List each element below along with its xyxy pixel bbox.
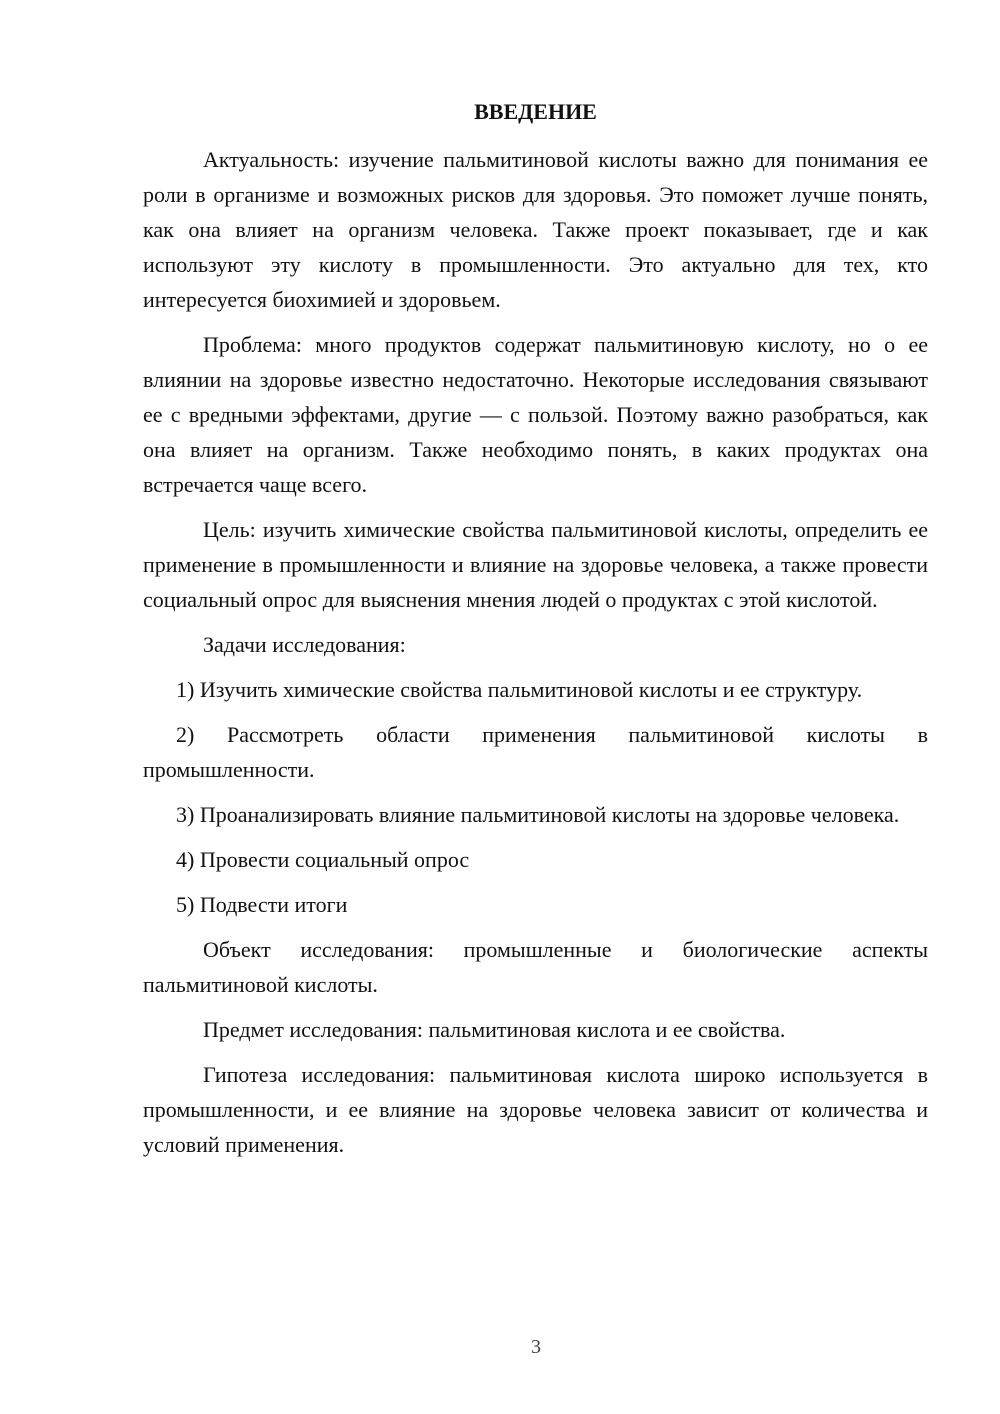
task-item-4: 4) Провести социальный опрос [176,847,470,872]
tasks-heading: Задачи исследования: [203,632,406,657]
document-body [143,94,928,1162]
task-item-5: 5) Подвести итоги [176,892,348,917]
subject-paragraph: Предмет исследования: пальмитиновая кислота и ее свойства. [203,1017,786,1042]
task-item-2: 2) Рассмотреть области применения пальмитиновой кислоты в промышленности. [143,722,928,782]
relevance-paragraph: Актуальность: изучение пальмитиновой кислоты важно для понимания ее роли в организме и возможных рисков для здоровья. Это поможет лучше понять, как она влияет на организм человека. Также проект показывает, где и как используют эту кислоту в промышленности. Это актуально для тех, кто интересуется биохимией и здоровьем. [143,147,928,312]
page-title: ВВЕДЕНИЕ [474,99,597,124]
goal-paragraph: Цель: изучить химические свойства пальмитиновой кислоты, определить ее применение в промышленности и влияние на здоровье человека, а также провести социальный опрос для выяснения мнения людей о продуктах с этой кислотой. [143,517,928,612]
task-item-1: 1) Изучить химические свойства пальмитиновой кислоты и ее структуру. [176,677,863,702]
problem-paragraph: Проблема: много продуктов содержат пальмитиновую кислоту, но о ее влиянии на здоровье известно недостаточно. Некоторые исследования связывают ее с вредными эффектами, другие — с пользой. Поэтому важно разобраться, как она влияет на организм. Также необходимо понять, в каких продуктах она встречается чаще всего. [143,332,928,497]
hypothesis-paragraph: Гипотеза исследования: пальмитиновая кислота широко используется в промышленности, и ее влияние на здоровье человека зависит от количества и условий применения. [143,1062,928,1157]
object-paragraph: Объект исследования: промышленные и биологические аспекты пальмитиновой кислоты. [143,937,928,997]
task-item-3: 3) Проанализировать влияние пальмитиновой кислоты на здоровье человека. [176,802,900,827]
page-number: 3 [531,1336,541,1358]
